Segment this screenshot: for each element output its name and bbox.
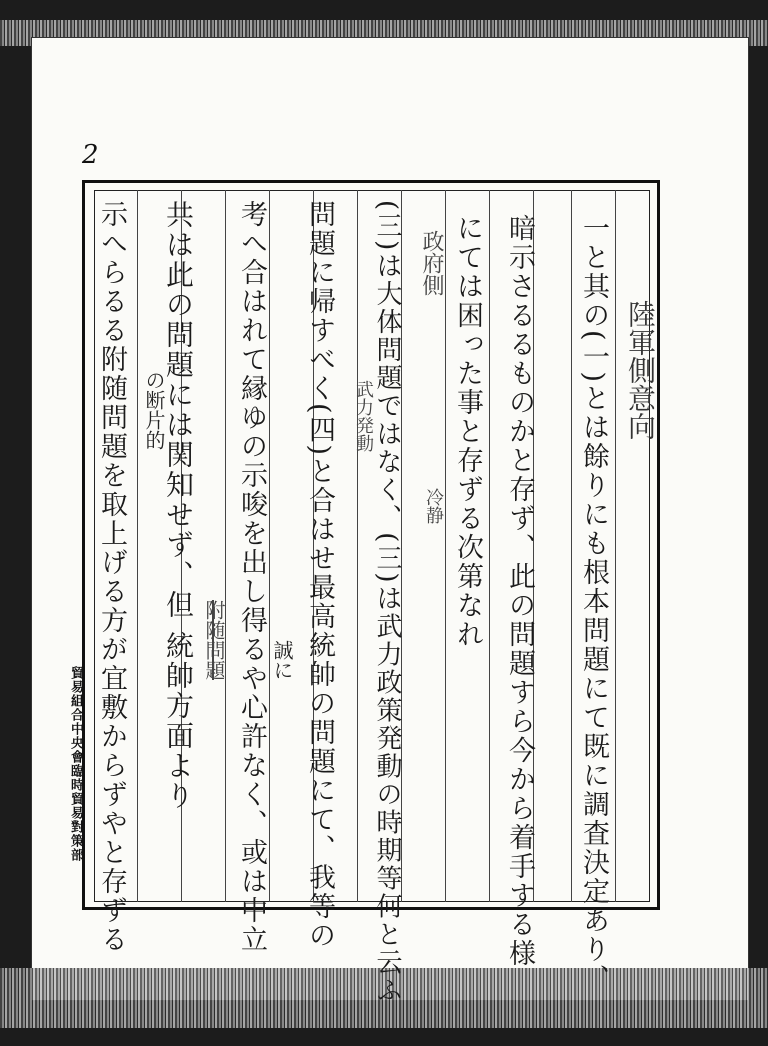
manuscript-line-7: 共は此の問題には関知せず、但 統帥方面より	[162, 200, 195, 811]
margin-note: 冷静	[423, 488, 444, 524]
heading-annotation: 陸軍側意向	[624, 300, 657, 440]
organization-stamp: 貿易組合中央會臨時貿易對策部	[68, 666, 83, 862]
manuscript-line-3: にては困った事と存ずる次第なれ	[452, 214, 483, 649]
manuscript-line-8: 示へらるる附随問題を取上げる方が宜敷からずやと存ずる	[96, 200, 127, 954]
margin-note: 武力発動	[353, 380, 374, 452]
manuscript-line-2: 暗示さるるものかと存ず、此の問題すら今から着手する様	[504, 214, 535, 968]
column-rule	[534, 190, 572, 902]
margin-note: 誠に	[270, 640, 294, 680]
margin-note: の断片的	[142, 370, 166, 450]
margin-note: 政府側	[419, 230, 444, 296]
page-number: 2	[82, 140, 99, 170]
manuscript-line-1: 一と其の(一)とは餘りにも根本問題にて既に調査決定あり、	[578, 214, 609, 994]
manuscript-line-4: (三)は大体問題ではなく、(三)は武力政策発動の時期等何と云ふ	[372, 200, 402, 1005]
manuscript-line-6: 考へ合はれて縁ゆの示唆を出し得るや心許なく、或は中立	[236, 200, 267, 954]
struck-text: 附随問題	[202, 600, 226, 680]
manuscript-line-5: 問題に帰すべく(四)と合はせ最高統帥の問題にて、我等の	[304, 200, 335, 951]
column-rule	[402, 190, 446, 902]
